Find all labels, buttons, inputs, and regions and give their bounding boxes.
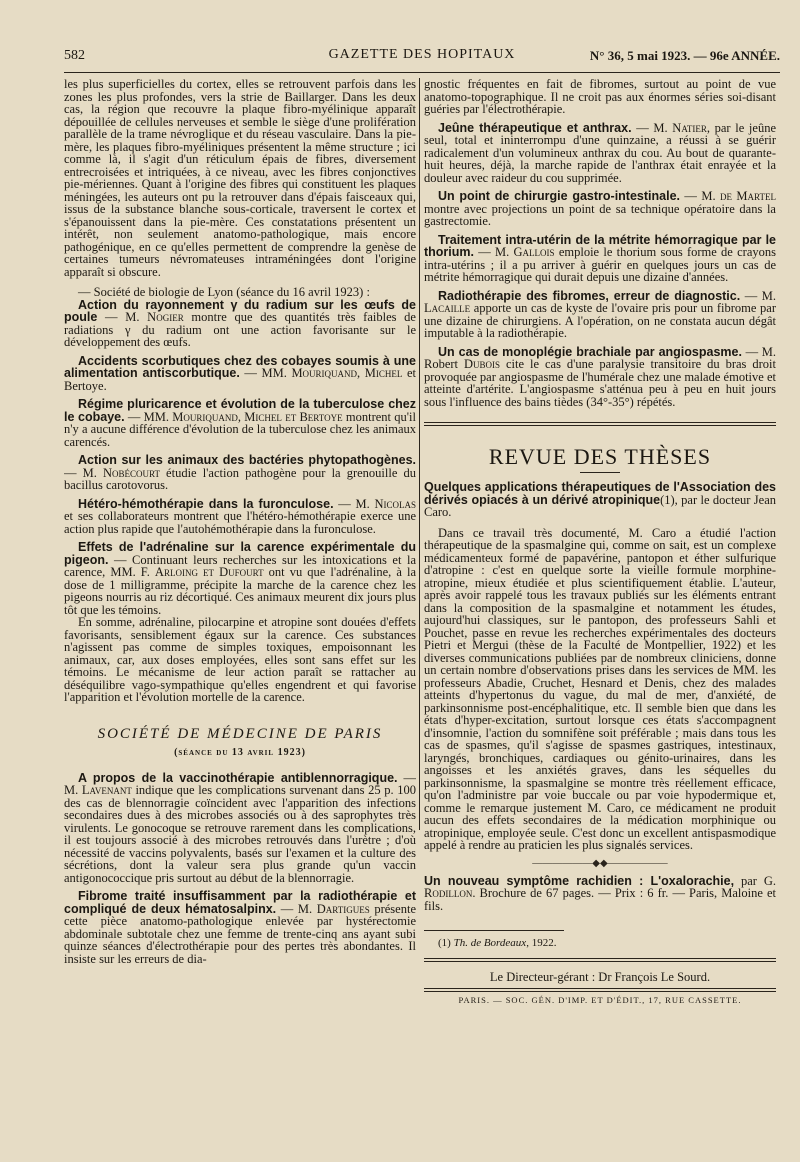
article-title: Un cas de monoplégie brachiale par angiospasme. (438, 344, 742, 359)
article-title: Radiothérapie des fibromes, erreur de diagnostic. (438, 288, 741, 303)
left-column (64, 78, 416, 1140)
article-author: Nobécourt (102, 465, 160, 480)
these-body: Dans ce travail très documenté, M. Caro a étudié l'action thérapeutique de la spasmalgine qui, comme on sait, est un complexe médicamenteux formé de papavérine, pantopon et éther sulfurique d'atropine : c'est en quelque sorte la vieille formule morphine-atropine, mieux étudiée et plus scientifiquement établie. L'auteur, après avoir rappelé tous les travaux publiés sur les éléments entrant dans la composition de la spasmalgine et notamment les études, aujourd'hui classiques, sur le pantopon, des professeurs Sahli et Pouchet, passe en revue les recherches expérimentales des docteurs Pietri et Mergui (thèse de la Faculté de Montpellier, 1922) et les diverses communications publiées par de nombreux cliniciens, donne un certain nombre d'observations prises dans les services de MM. les professeurs Abadie, Cruchet, Hesnard et Denis, chez des malades atteints d'hypertonus du vague, du mal de mer, d'anxiété, de parkinsonnisme post-encéphalitique, etc. Il semble bien que dans les états d'hyper-excitation, surtout lorsque ces états s'accompagnent d'insomnie, l'action du somnifène soit préférable ; mais dans tous les cas de spasmes, qu'il s'agisse de spasmes gastriques, intestinaux, laryngés, bronchiques, cardiaques ou génito-urinaires, dans les angoisses et les anxiétés graves, dans les séquelles du parkinsonnisme, la spasmalgine se montre très réellement efficace, qu'on l'administre par voie buccale ou par voie hypodermique et, comme le remarque justement M. Caro, ce médicament ne produit aucun des effets secondaires de la médication morphinique ou atropinique, employée seule. C'est donc un excellent antispasmodique appelé à rendre au praticien les plus signalés services. (424, 525, 776, 852)
article-item: Action sur les animaux des bactéries phytopathogènes. — M. Nobécourt étudie l'action pathogène pour la grenouille du bacillus carotovorus. (64, 453, 416, 492)
article-author: Nogier (147, 310, 184, 324)
article-item: Hétéro-hémothérapie dans la furonculose. — M. Nicolas et ses collaborateurs montrent que l'hétéro-hémothérapie exerce une action plus rapide que l'autohémothérapie dans la furonculose. (64, 496, 416, 536)
intro-paragraph: les plus superficielles du cortex, elles se retrouvent parfois dans les zones les plus profondes, vers la strie de Baillarger. Dans les deux cas, la région que recouvre la plaque fibro-myélinique apparaît dépouillée de cellules nerveuses et semble le siège d'une prolifération parallèle de la trame névroglique et du réseau vasculaire. Dans la pie-mère, les plaques fibro-myéliniques présentent la même structure ; ici comme là, il s'agit d'un réticulum épais de fibres, diversement entrecroisées et intriquées, à ce niveau, avec les fibres conjonctives pie-mériennes. Quant à l'origine des fibres qui constituent les plaques méningées, les auteurs ont pu la retrouver dans d'épais faisceaux qui, issus de la substance blanche sous-corticale, traversent le cortex et s'épanouissent dans la pie-mère. Ces constatations présentent un intérêt, non seulement anatomo-pathologique, mais encore pathogénique, en ce qu'elles permettent de comprendre la genèse de certaines tumeurs névromateuses intraméningées dont l'origine apparaît si obscure. (64, 78, 416, 279)
footer-rule (424, 988, 776, 992)
page-number: 582 (64, 48, 85, 63)
article-title: Action sur les animaux des bactéries phytopathogènes. (78, 453, 416, 467)
society-heading: SOCIÉTÉ DE MÉDECINE DE PARIS (97, 725, 383, 742)
article-title: Jeûne thérapeutique et anthrax. (438, 120, 632, 135)
article-item: Radiothérapie des fibromes, erreur de diagnostic. — M. Lacaille apporte un cas de kyste de l'ovaire pris pour un fibrome par une dizaine de chirurgiens. A l'opération, on ne constata aucun dégât imputable à la radiothérapie. (424, 288, 776, 340)
article-title: Un point de chirurgie gastro-intestinale. (438, 189, 680, 203)
article-item: Jeûne thérapeutique et anthrax. — M. Natier, par le jeûne seul, total et ininterrompu d'une quinzaine, a réussi à se guérir radicalement d'un volumineux anthrax du cou. Au bout de quarante-huit heures, déjà, la marche rapide de l'anthrax était enrayée et la douleur avec raideur du cou supprimée. (424, 120, 776, 185)
article-author: Nicolas (374, 496, 416, 511)
right-column (424, 78, 776, 1150)
footer-double-rule (424, 958, 776, 962)
article-author: Rodillon (424, 886, 473, 900)
article-author: Mouriquand, Michel (291, 366, 403, 380)
title-rule (580, 472, 620, 473)
article-title: Quelques applications thérapeutiques de l'Association des dérivés opiacés à un dérivé atropinique (424, 480, 776, 507)
article-item: Traitement intra-utérin de la métrite hémorragique par le thorium. — M. Gallois emploie le thorium sous forme de crayons intra-utérins ; il a pu arriver à guérir en quelques jours un cas de métrite hémorragique qui durait depuis une dizaine d'années. (424, 232, 776, 284)
article-item: Un point de chirurgie gastro-intestinale. — M. de Martel montre avec projections un point de sa technique opératoire dans la gastrectomie. (424, 189, 776, 228)
footnote-ref: (1) (660, 492, 675, 507)
article-author: Arloing et Dufourt (154, 565, 264, 579)
these-heading: Quelques applications thérapeutiques de l'Association des dérivés opiacés à un dérivé atropinique(1), par le docteur Jean Caro. (424, 480, 776, 519)
footnote: (1) Th. de Bordeaux, 1922. (438, 937, 557, 949)
article-author: Lacaille (424, 301, 471, 315)
article-author: Mouriquand, Michel et Bertoye (172, 409, 343, 424)
article-title: Un nouveau symptôme rachidien : L'oxalorachie, (424, 873, 735, 888)
article-title: Régime pluricarence et évolution de la tuberculose chez le cobaye. (64, 397, 416, 424)
article-item: Un cas de monoplégie brachiale par angiospasme. — M. Robert Dubois cite le cas d'une paralysie transitoire du bras droit provoquée par angiospasme de l'humérale chez une malade émotive et atteinte d'artérite. L'angiospasme s'atténua peu à peu en huit jours sous l'influence des bains tièdes (34°-35°) répétés. (424, 344, 776, 409)
article-title: Traitement intra-utérin de la métrite hémorragique par le thorium. (424, 232, 776, 259)
article-item: Accidents scorbutiques chez des cobayes soumis à une alimentation antiscorbutique. — MM. Mouriquand, Michel et Bertoye. (64, 353, 416, 393)
adrenaline-conclusion: En somme, adrénaline, pilocarpine et atropine sont douées d'effets favorisants, sensiblement égaux sur la carence. Ces substances n'agissent pas comme de simples toxiques, empoisonnant les animaux, car, aux doses employées, elles sont sans effet sur les témoins. Le mécanisme de leur action paraît se rattacher au déséquilibre vago-sympathique qu'elles engendrent et qui favorise l'apparition et l'évolution mortelle de la carence. (64, 615, 416, 704)
article-title: Effets de l'adrénaline sur la carence expérimentale du pigeon. (64, 540, 416, 567)
article-title: Hétéro-hémothérapie dans la furonculose. (78, 496, 334, 511)
article-author: Dubois (463, 357, 501, 371)
article-title: Fibrome traité insuffisamment par la radiothérapie et compliqué de deux hématosalpinx. (64, 889, 416, 916)
article-title: A propos de la vaccinothérapie antiblennorragique. (78, 770, 398, 785)
article-title: Action du rayonnement γ du radium sur les œufs de poule (64, 297, 416, 324)
continued-paragraph: gnostic fréquentes en fait de fibromes, surtout au point de vue anatomo-topographique. Il ne croit pas aux énormes séries soi-disant guéries par l'électrothérapie. (424, 78, 776, 116)
article-author: Natier (672, 120, 707, 135)
section-double-rule (424, 422, 776, 426)
article-item: Fibrome traité insuffisamment par la radiothérapie et compliqué de deux hématosalpinx. — M. Dartigues présente cette pièce anatomo-pathologique enlevée par hystérectomie abdominale subtotale chez une femme de trente-cinq ans ayant subi quinze séances d'électrothérapie pour des pertes très abondantes. Il insiste sur les erreurs de dia- (64, 889, 416, 966)
revue-title: REVUE DES THÈSES (488, 444, 712, 469)
header-rule (64, 72, 780, 73)
lyon-items (64, 299, 416, 617)
article-title: Accidents scorbutiques chez des cobayes soumis à une alimentation antiscorbutique. (64, 353, 416, 380)
issue-info: N° 36, 5 mai 1923. — 96e ANNÉE. (589, 48, 780, 63)
column-divider (419, 78, 420, 830)
article-item: Effets de l'adrénaline sur la carence expérimentale du pigeon. — Continuant leurs recherches sur les intoxications et la carence, MM. F. Arloing et Dufourt ont vu que l'adrénaline, à la dose de 1 milligramme, précipite la marche de la carence chez les pigeons nourris au riz décortiqué. Ces animaux meurent dix jours plus tôt que les témoins. (64, 540, 416, 617)
lyon-society-heading: — Société de biologie de Lyon (séance du 16 avril 1923) : (78, 285, 370, 299)
director-line: Le Directeur-gérant : Dr François Le Sourd. (489, 969, 711, 984)
article-item: Régime pluricarence et évolution de la tuberculose chez le cobaye. — MM. Mouriquand, Michel et Bertoye montrent qu'il n'y a aucune différence d'évolution de la tuberculose chez les animaux carencés. (64, 397, 416, 449)
article-author: de Martel (720, 189, 776, 203)
imprint-line: PARIS. — SOC. GÉN. D'IMP. ET D'ÉDIT., 17, RUE CASSETTE. (458, 994, 742, 1005)
society-session: (séance du 13 avril 1923) (174, 746, 306, 758)
article-item: A propos de la vaccinothérapie antiblennorragique. — M. Lavenant indique que les complications survenant dans 25 p. 100 des cas de blennorragie coïncident avec l'apparition des infections secondaires dues à des microbes associés ou à des saprophytes très virulents. Le gonocoque se retrouve rarement dans les complications, il est toujours associé à des microbes retrouvés dans l'urètre ; d'où nécessité de vaccins polyvalents, basés sur l'examen et la culture des sécrétions, dont la valeur sera plus grande qu'un vaccin antigonococcique pris surtout au début de la blennorragie. (64, 770, 416, 885)
journal-title: GAZETTE DES HOPITAUX (328, 47, 516, 62)
article-item: Action du rayonnement γ du radium sur les œufs de poule — M. Nogier montre que des quantités très faibles de radiations γ du radium ont une action favorisante sur le développement des œufs. (64, 297, 416, 349)
article-item: Un nouveau symptôme rachidien : L'oxalorachie, par G. Rodillon. Brochure de 67 pages. — Prix : 6 fr. — Paris, Maloine et fils. (424, 873, 776, 913)
article-author: Lavenant (81, 783, 132, 797)
article-author: Dartigues (316, 901, 370, 916)
page-header (64, 44, 780, 68)
ornament-divider: ——————◆◆—————— (532, 857, 668, 869)
footnote-rule (424, 930, 564, 931)
article-author: Gallois (513, 245, 555, 259)
